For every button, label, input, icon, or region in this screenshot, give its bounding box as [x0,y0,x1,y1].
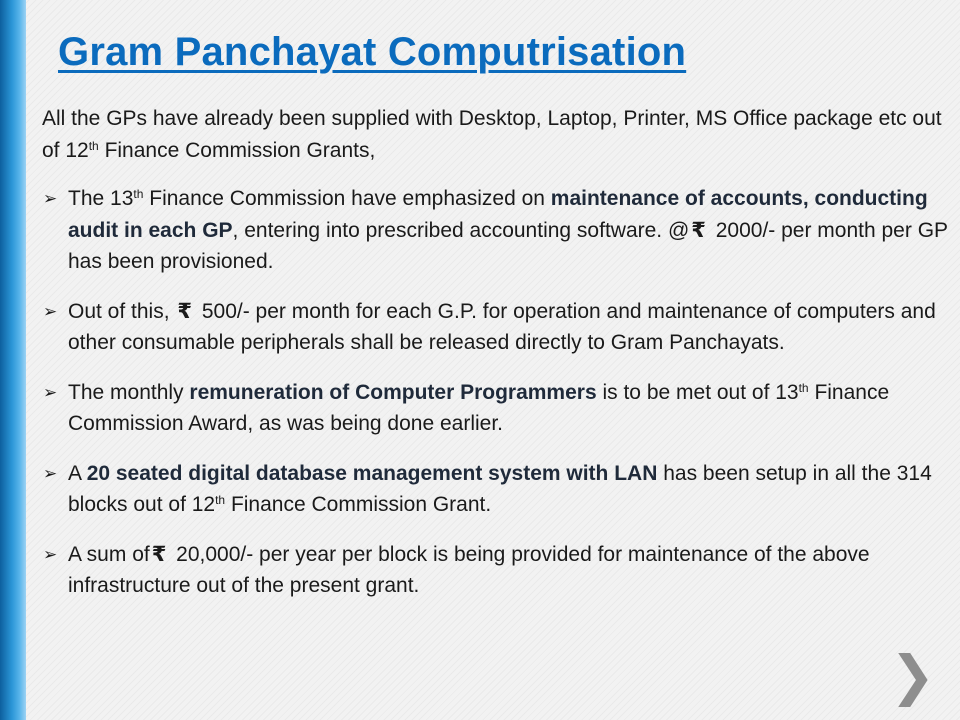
bullet-5-text-2: 20,000/- per year per block is being provided for maintenance of the above infrastructure out of the present grant. [68,542,870,597]
bullet-1-text-4: 2000/- per month per GP has been provisioned. [68,218,948,273]
rupee-icon: ₹ [177,298,193,323]
bullet-item-2 [42,296,954,359]
rupee-icon: ₹ [151,541,167,566]
bullet-4-text-2: has been setup in all the 314 blocks out of 12 [68,461,932,516]
bullet-1-text-2: Finance Commission have emphasized on [143,187,551,210]
bullet-item-1 [42,183,954,278]
bullet-3-text-1: The monthly [68,380,190,404]
bullet-item-4 [42,458,954,521]
arrow-bullet-icon: ➢ [43,301,58,321]
bullet-3-text-2: is to be met out of 13 [596,380,799,404]
bullet-2-text-2: 500/- per month for each G.P. for operation and maintenance of computers and other consumable peripherals shall be released directly to Gram Panchayats. [68,299,936,354]
bullet-1-text-1: The 13 [68,187,134,210]
bullet-1-text-3: , entering into prescribed accounting software. @ [232,218,690,242]
arrow-bullet-icon: ➢ [43,382,58,402]
bullet-3-superscript: th [798,380,809,395]
left-accent-bar [0,0,26,720]
bullet-4-emphasis: 20 seated digital database management system with LAN [86,461,658,485]
intro-text-2: Finance Commission Grants, [98,138,376,162]
intro-paragraph [42,103,954,166]
slide-title: Gram Panchayat Computrisation [58,30,687,74]
bullet-1-emphasis: maintenance of accounts, conducting audit in each GP [68,187,928,242]
bullet-3-emphasis: remuneration of Computer Programmers [189,380,597,404]
next-slide-chevron-icon[interactable]: ❯ [890,644,936,707]
arrow-bullet-icon: ➢ [43,189,58,208]
bullet-4-superscript: th [215,493,226,507]
bullet-3-text-3: Finance Commission Award, as was being done earlier. [68,380,890,435]
rupee-icon: ₹ [691,217,706,242]
bullet-5-text-1: A sum of [68,542,150,566]
arrow-bullet-icon: ➢ [43,463,58,483]
arrow-bullet-icon: ➢ [43,544,58,564]
bullet-2-text-1: Out of this, [68,299,176,323]
intro-text-1: All the GPs have already been supplied with Desktop, Laptop, Printer, MS Office package etc out of 12 [42,107,942,162]
bullet-item-3 [42,377,954,440]
bullet-4-text-1: A [68,461,87,485]
bullet-1-superscript: th [133,187,144,201]
intro-superscript: th [88,138,99,153]
slide-body [42,103,954,620]
bullet-4-text-3: Finance Commission Grant. [225,493,492,516]
bullet-item-5 [42,539,954,602]
